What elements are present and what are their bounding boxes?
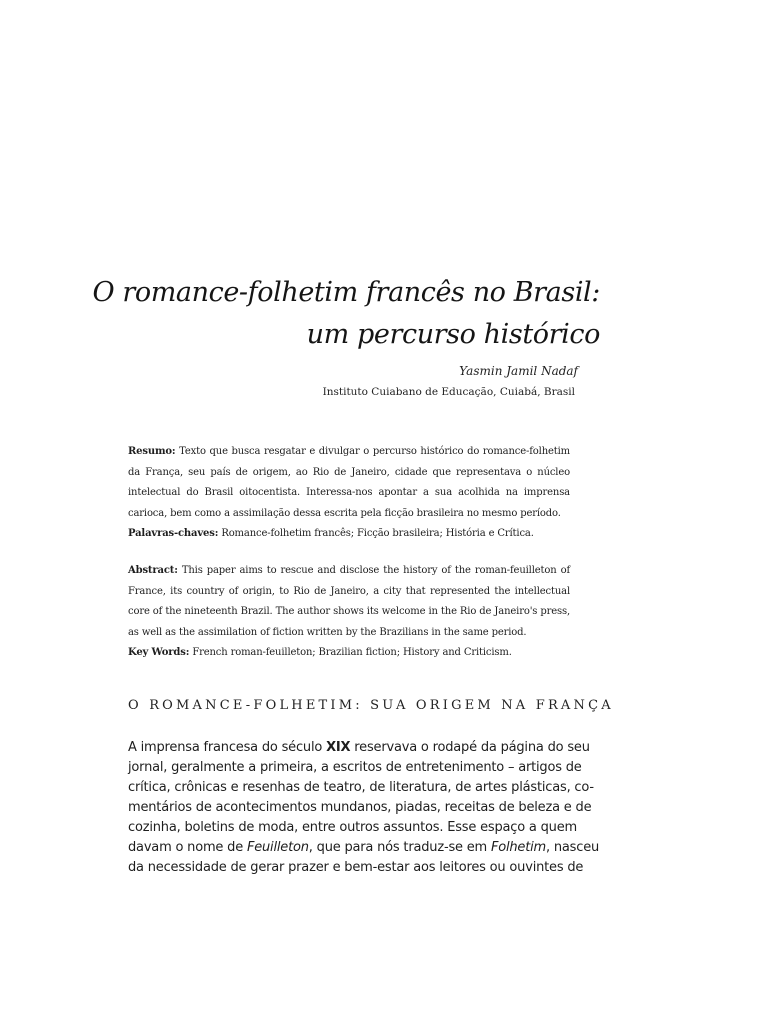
- body-text-span: davam o nome de: [128, 840, 247, 855]
- body-text-span: A imprensa francesa do século: [128, 740, 327, 755]
- body-text-span: , nasceu: [546, 840, 600, 855]
- section-heading: O ROMANCE-FOLHETIM: SUA ORIGEM NA FRANÇA: [128, 698, 614, 713]
- key-words-paragraph: [128, 643, 570, 664]
- title-line-1: O romance-folhetim francês no Brasil:: [92, 277, 600, 308]
- key-words-label: Key Words:: [128, 647, 190, 658]
- key-words-text: French roman-feuilleton; Brazilian fiction; History and Criticism.: [192, 647, 512, 658]
- resumo-label: Resumo:: [128, 446, 176, 457]
- article-title: [92, 272, 600, 356]
- century-numeral: XIX: [326, 740, 351, 755]
- body-line: [128, 838, 600, 858]
- body-line: mentários de acontecimentos mundanos, piadas, receitas de beleza e de: [128, 800, 592, 815]
- resumo-block: [128, 442, 570, 545]
- abstract-paragraph: [128, 561, 570, 643]
- body-text-span: , que para nós traduz-se em: [308, 840, 491, 855]
- abstract-block: [128, 561, 570, 664]
- palavras-chaves-text: Romance-folhetim francês; Ficção brasileira; História e Crítica.: [221, 528, 534, 539]
- palavras-chaves-label: Palavras-chaves:: [128, 528, 219, 539]
- body-line: crítica, crônicas e resenhas de teatro, de literatura, de artes plásticas, co-: [128, 780, 594, 795]
- feuilleton-term: Feuilleton: [246, 840, 309, 855]
- resumo-text: Texto que busca resgatar e divulgar o percurso histórico do romance-folhetim da França, seu país de origem, ao Rio de Janeiro, cidade que representava o núcleo intelectual do Brasil oitocentista. Interessa-nos apontar a sua acolhida na imprensa carioca, bem como a assimilação dessa escrita pela ficção brasileira no mesmo período.: [128, 446, 571, 519]
- body-line: jornal, geralmente a primeira, a escritos de entretenimento – artigos de: [128, 760, 582, 775]
- abstract-label: Abstract:: [128, 565, 178, 576]
- body-line: [128, 738, 590, 758]
- body-line: da necessidade de gerar prazer e bem-estar aos leitores ou ouvintes de: [128, 860, 584, 875]
- resumo-paragraph: [128, 442, 570, 524]
- body-paragraph: [128, 738, 600, 878]
- folhetim-term: Folhetim: [490, 840, 547, 855]
- body-text-span: reservava o rodapé da página do seu: [350, 740, 590, 755]
- body-line: cozinha, boletins de moda, entre outros assuntos. Esse espaço a quem: [128, 820, 577, 835]
- author-affiliation: Instituto Cuiabano de Educação, Cuiabá, Brasil: [322, 386, 575, 398]
- abstract-text: This paper aims to rescue and disclose the history of the roman-feuilleton of France, its country of origin, to Rio de Janeiro, a city that represented the intellectual core of the nineteenth Brazil. The author shows its welcome in the Rio de Janeiro's press, as well as the assimilation of fiction written by the Brazilians in the same period.: [128, 565, 571, 638]
- author-name: Yasmin Jamil Nadaf: [459, 364, 578, 378]
- palavras-chaves-paragraph: [128, 524, 570, 545]
- title-line-2: um percurso histórico: [306, 319, 600, 350]
